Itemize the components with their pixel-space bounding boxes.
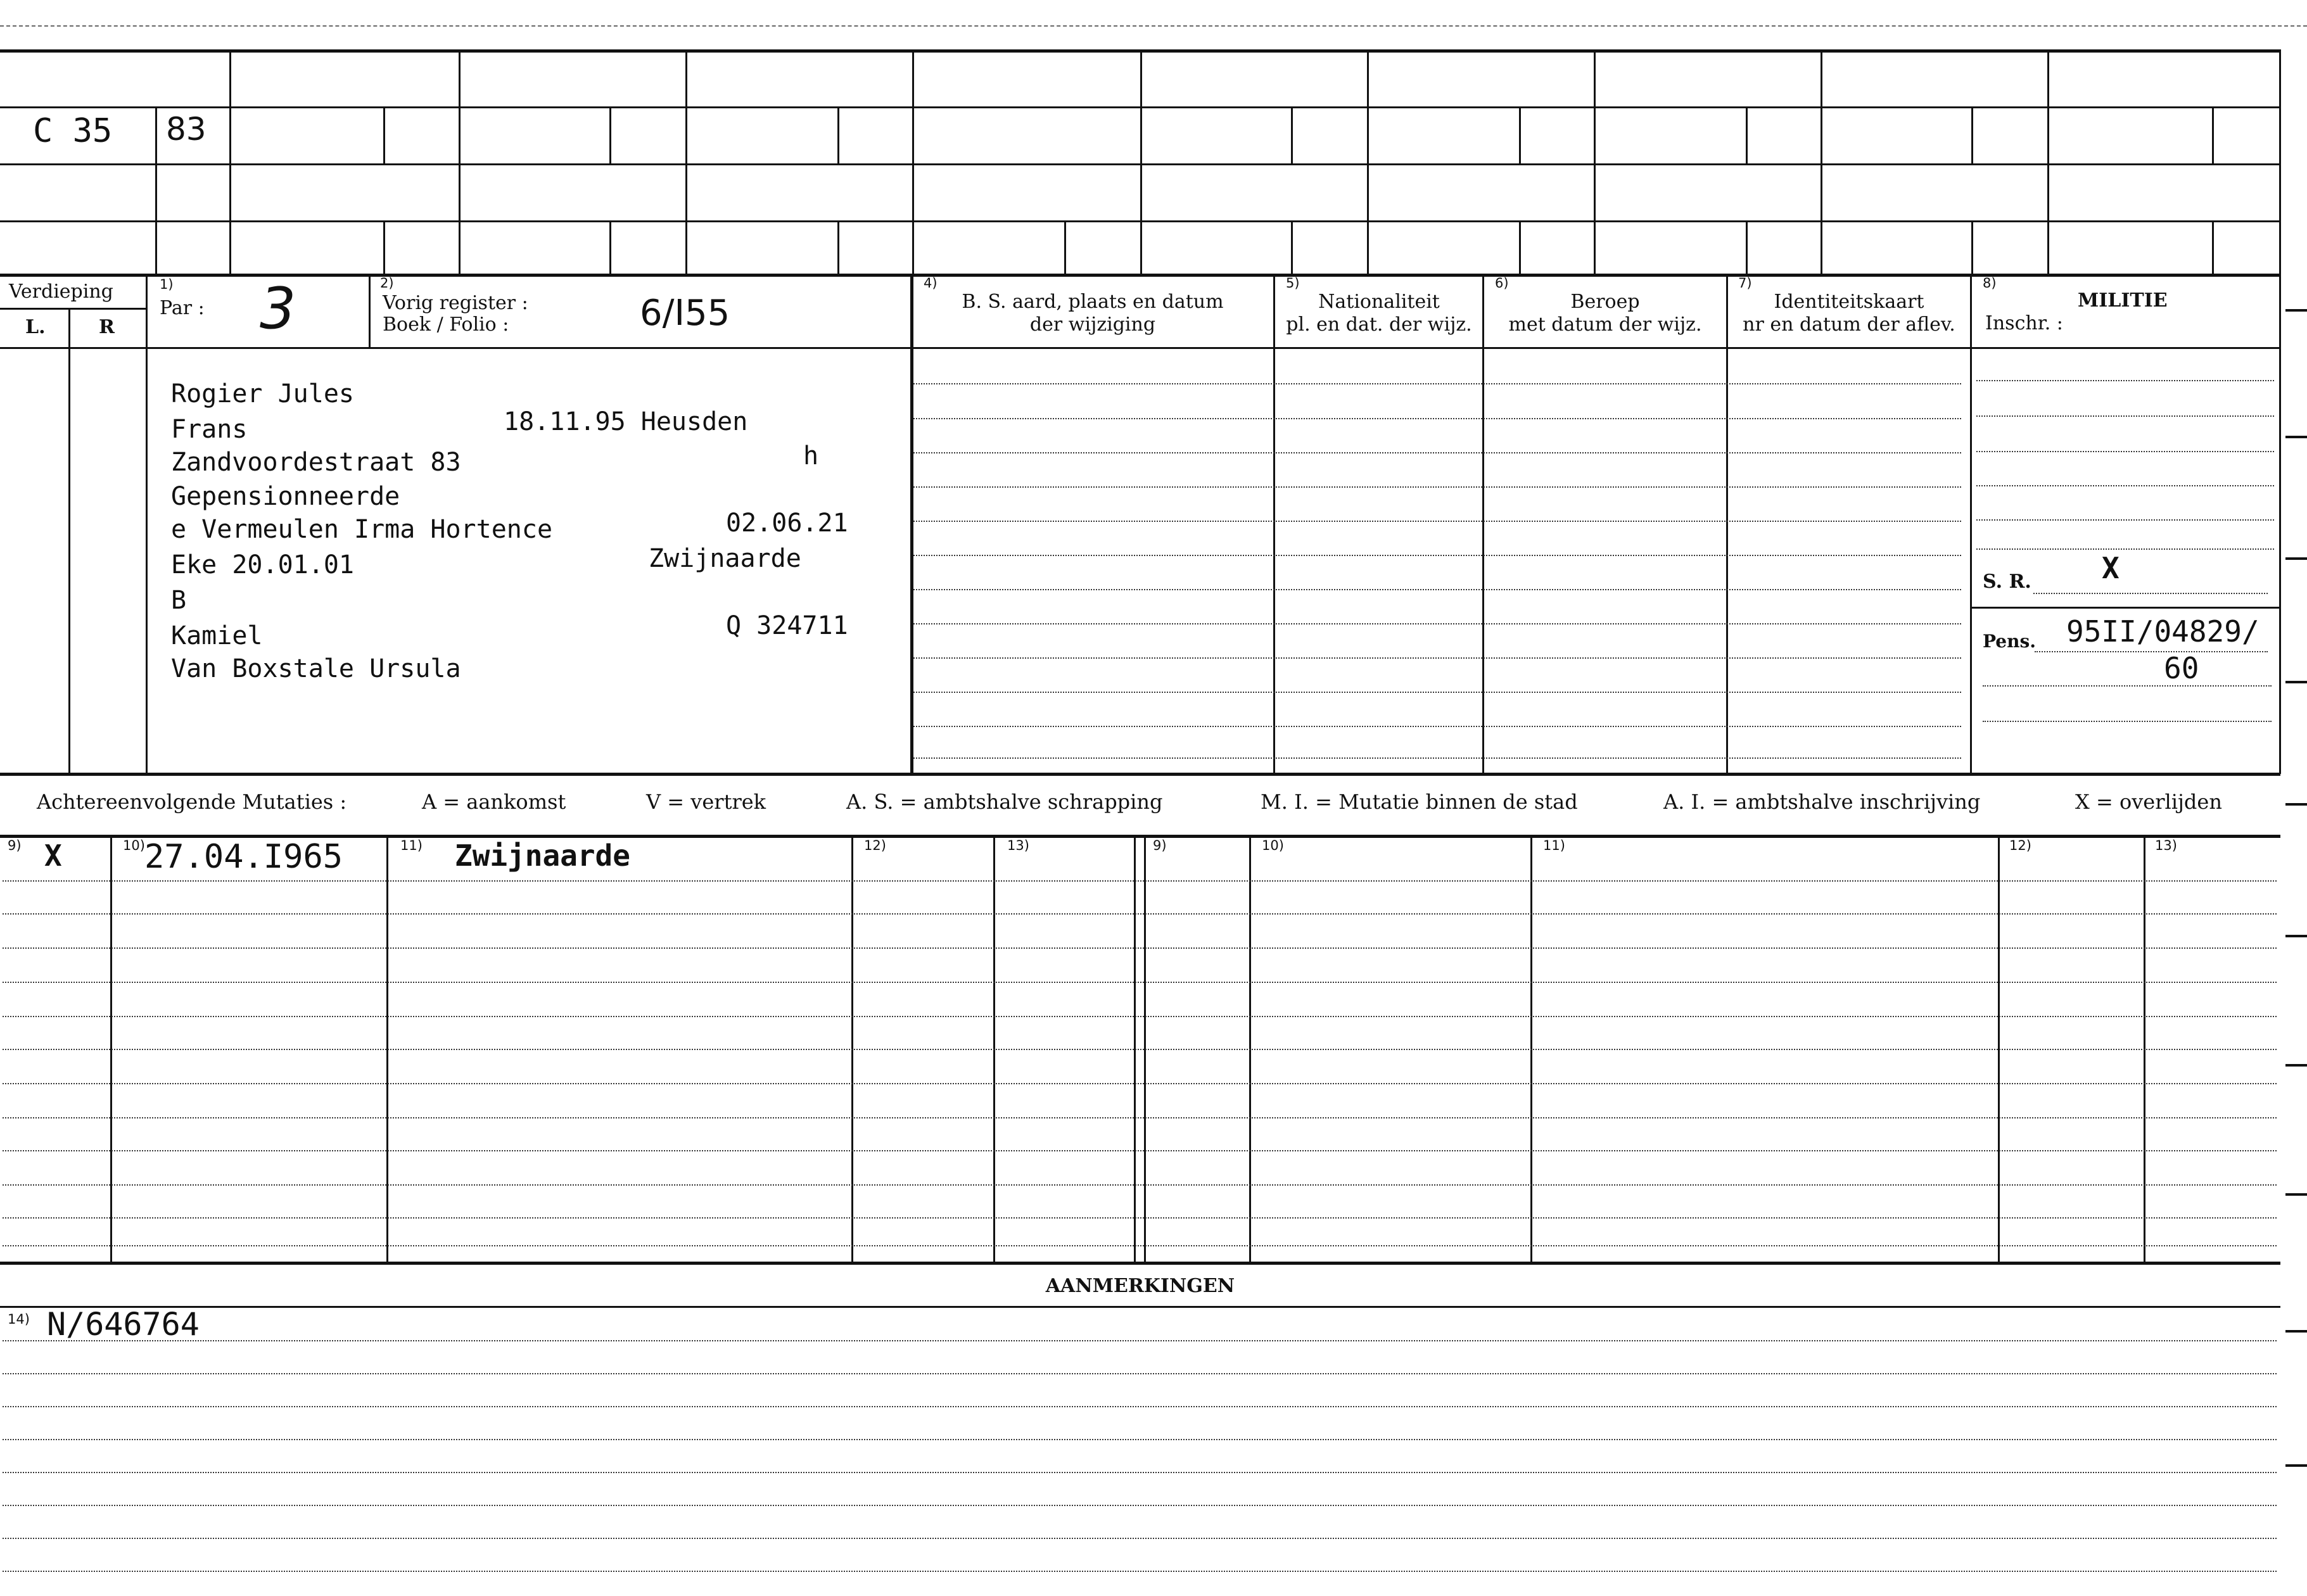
par-label: Par : bbox=[160, 297, 205, 319]
person-birth: 18.11.95 Heusden bbox=[504, 407, 748, 436]
bs-label-line1: B. S. aard, plaats en datum bbox=[962, 291, 1224, 313]
bs-label-line2: der wijziging bbox=[1029, 314, 1156, 336]
legend-mi: M. I. = Mutatie binnen de stad bbox=[1261, 790, 1578, 814]
verdieping-r-label: R bbox=[99, 316, 115, 338]
person-sex: h bbox=[803, 441, 819, 471]
legend-title: Achtereenvolgende Mutaties : bbox=[37, 790, 347, 814]
legend-a: A = aankomst bbox=[422, 790, 566, 814]
remarks-field-number: 14) bbox=[8, 1312, 30, 1327]
mut-entry-date: 27.04.I965 bbox=[144, 838, 343, 876]
house-number: 83 bbox=[166, 111, 207, 148]
mut-entry-place: Zwijnaarde bbox=[455, 839, 630, 873]
card-code: C 35 bbox=[33, 112, 113, 150]
mut-col9b-number: 9) bbox=[1153, 838, 1167, 853]
person-firstname: Frans bbox=[171, 415, 248, 444]
beroep-label-line2: met datum der wijz. bbox=[1508, 314, 1702, 336]
person-spouse-birth: Eke 20.01.01 bbox=[171, 550, 354, 580]
person-spouse: e Vermeulen Irma Hortence bbox=[171, 515, 553, 544]
par-value: 3 bbox=[260, 276, 296, 342]
legend-ai: A. I. = ambtshalve inschrijving bbox=[1663, 790, 1981, 814]
person-id-card: Q 324711 bbox=[726, 611, 848, 640]
legend-x: X = overlijden bbox=[2075, 790, 2222, 814]
id-label-line1: Identiteitskaart bbox=[1774, 291, 1924, 313]
nat-label-line2: pl. en dat. der wijz. bbox=[1286, 314, 1472, 336]
verdieping-l-label: L. bbox=[25, 316, 46, 338]
mut-col9-number: 9) bbox=[8, 838, 22, 853]
remarks-value: N/646764 bbox=[47, 1306, 200, 1343]
beroep-label-line1: Beroep bbox=[1570, 291, 1640, 313]
id-field-number: 7) bbox=[1738, 276, 1752, 291]
vorig-register-label: Vorig register : bbox=[383, 292, 528, 314]
mut-col12b-number: 12) bbox=[2009, 838, 2031, 853]
pens-label: Pens. bbox=[1983, 631, 2036, 652]
pens-value-line2: 60 bbox=[2164, 651, 2199, 685]
person-block-bottom bbox=[0, 773, 2280, 776]
mut-col11-number: 11) bbox=[400, 838, 423, 853]
sr-label: S. R. bbox=[1983, 571, 2031, 593]
top-edge-line bbox=[0, 25, 2307, 27]
par-field-number: 1) bbox=[160, 277, 174, 292]
inschr-label: Inschr. : bbox=[1985, 312, 2063, 334]
legend-v: V = vertrek bbox=[646, 790, 766, 814]
person-address: Zandvoordestraat 83 bbox=[171, 448, 461, 477]
mut-col12-number: 12) bbox=[864, 838, 886, 853]
mut-col11b-number: 11) bbox=[1543, 838, 1565, 853]
boek-folio-label: Boek / Folio : bbox=[383, 314, 509, 336]
person-spouse-place: Zwijnaarde bbox=[649, 544, 801, 573]
id-label-line2: nr en datum der aflev. bbox=[1743, 314, 1955, 336]
sr-value: X bbox=[2102, 551, 2120, 585]
militie-field-number: 8) bbox=[1983, 276, 1997, 291]
person-nationality: B bbox=[171, 586, 187, 615]
person-spouse-date: 02.06.21 bbox=[726, 509, 848, 538]
legend-as: A. S. = ambtshalve schrapping bbox=[846, 790, 1163, 814]
person-father: Kamiel bbox=[171, 621, 263, 650]
mut-entry-type: X bbox=[44, 839, 62, 873]
mut-col10b-number: 10) bbox=[1262, 838, 1284, 853]
bs-field-number: 4) bbox=[924, 276, 937, 291]
person-occupation: Gepensionneerde bbox=[171, 482, 400, 511]
beroep-field-number: 6) bbox=[1495, 276, 1509, 291]
mut-col10-number: 10) bbox=[123, 838, 145, 853]
person-name: Rogier Jules bbox=[171, 379, 354, 408]
boek-folio-value: 6/I55 bbox=[640, 293, 730, 334]
person-mother: Van Boxstale Ursula bbox=[171, 654, 461, 683]
nat-label-line1: Nationaliteit bbox=[1318, 291, 1440, 313]
militie-label: MILITIE bbox=[2078, 289, 2168, 312]
pens-value: 95II/04829/ bbox=[2066, 614, 2259, 649]
nat-field-number: 5) bbox=[1286, 276, 1300, 291]
mut-col13-number: 13) bbox=[1007, 838, 1029, 853]
verdieping-label: Verdieping bbox=[9, 281, 113, 303]
remarks-title: AANMERKINGEN bbox=[1045, 1275, 1235, 1297]
mut-col13b-number: 13) bbox=[2155, 838, 2177, 853]
vorig-field-number: 2) bbox=[380, 276, 394, 291]
